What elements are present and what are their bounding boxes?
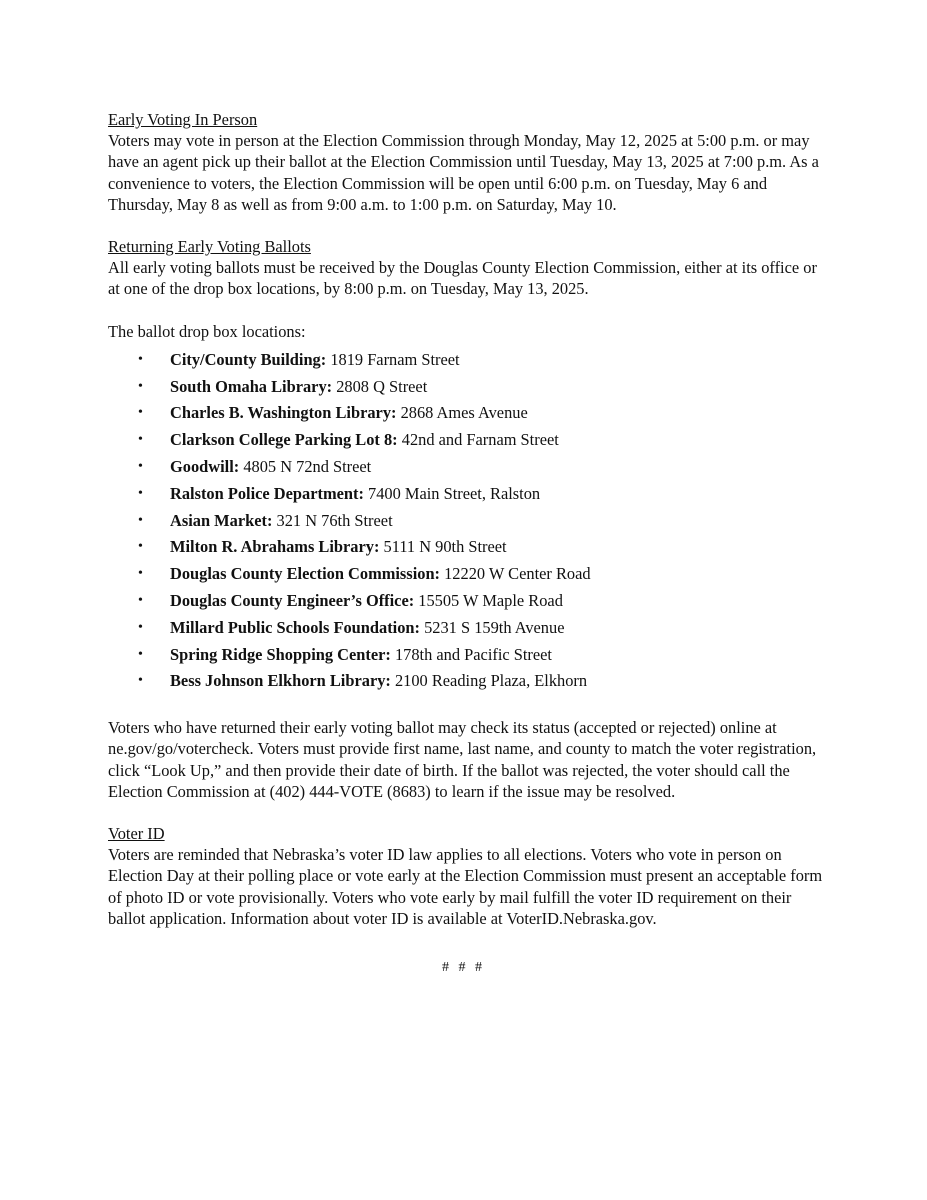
returning-ballots-body: All early voting ballots must be received by the Douglas County Election Commission, either at its office or at one of the drop box locations, by 8:00 p.m. on Tuesday, May 13, 2025. xyxy=(108,258,817,299)
bullet-icon: • xyxy=(138,485,143,501)
early-voting-heading: Early Voting In Person xyxy=(108,110,258,129)
drop-box-item xyxy=(108,400,828,427)
drop-box-address: 15505 W Maple Road xyxy=(414,591,563,610)
drop-box-name: Bess Johnson Elkhorn Library: xyxy=(170,671,391,691)
returning-ballots-section xyxy=(108,236,828,300)
drop-box-item xyxy=(108,615,828,642)
drop-box-name: Douglas County Election Commission: xyxy=(170,564,441,584)
drop-box-item xyxy=(108,588,828,615)
bullet-icon: • xyxy=(138,566,143,582)
drop-box-intro: The ballot drop box locations: xyxy=(108,321,306,341)
bullet-icon: • xyxy=(138,512,143,528)
drop-box-item xyxy=(108,427,828,454)
drop-box-name: South Omaha Library: xyxy=(170,376,333,396)
bullet-icon: • xyxy=(138,673,143,689)
drop-box-item xyxy=(108,561,828,588)
bullet-icon: • xyxy=(138,646,143,662)
drop-box-address: 7400 Main Street, Ralston xyxy=(363,483,541,503)
bullet-icon: • xyxy=(138,593,143,608)
drop-box-address: 2868 Ames Avenue xyxy=(396,403,528,423)
drop-box-item xyxy=(108,374,828,401)
drop-box-name: Goodwill: xyxy=(170,457,240,477)
drop-box-name: Asian Market: xyxy=(170,510,273,530)
drop-box-address: 2100 Reading Plaza, Elkhorn xyxy=(390,671,588,691)
bullet-icon: • xyxy=(138,378,143,394)
voter-id-heading: Voter ID xyxy=(108,824,165,843)
drop-box-name: Ralston Police Department: xyxy=(170,483,364,503)
end-mark: # # # xyxy=(442,960,485,976)
drop-box-address: 12220 W Center Road xyxy=(440,564,591,584)
drop-box-item xyxy=(108,347,828,374)
drop-box-list xyxy=(108,347,828,695)
drop-box-address: 4805 N 72nd Street xyxy=(239,457,372,477)
returning-ballots-heading: Returning Early Voting Ballots xyxy=(108,237,311,257)
drop-box-name: Charles B. Washington Library: xyxy=(170,403,397,423)
drop-box-item xyxy=(108,642,828,669)
voter-id-body: Voters are reminded that Nebraska’s voter ID law applies to all elections. Voters who vote in person on Election Day at their polling place or vote early at the Election Commission must present an acceptable form of photo ID or vote provisionally. Voters who vote early by mail fulfill the voter ID requirement on their ballot application. Information about voter ID is available at VoterID.Nebraska.gov. xyxy=(108,845,823,928)
drop-box-address: 178th and Pacific Street xyxy=(390,644,552,664)
drop-box-name: City/County Building: xyxy=(170,349,327,369)
drop-box-address: 5111 N 90th Street xyxy=(379,537,507,557)
drop-box-address: 5231 S 159th Avenue xyxy=(420,617,565,637)
drop-box-name: Millard Public Schools Foundation: xyxy=(170,617,420,637)
bullet-icon: • xyxy=(138,539,143,555)
drop-box-name: Clarkson College Parking Lot 8: xyxy=(170,430,398,450)
status-check-section xyxy=(108,717,828,802)
early-voting-section xyxy=(108,109,828,215)
bullet-icon: • xyxy=(138,405,143,421)
drop-box-address: 1819 Farnam Street xyxy=(326,349,460,369)
drop-box-name: Milton R. Abrahams Library: xyxy=(170,537,380,557)
voter-id-section xyxy=(108,823,828,929)
drop-box-name: Douglas County Engineer’s Office: xyxy=(170,591,415,610)
drop-box-address: 2808 Q Street xyxy=(332,376,428,396)
drop-box-item xyxy=(108,534,828,561)
bullet-icon: • xyxy=(138,432,143,448)
drop-box-address: 42nd and Farnam Street xyxy=(397,430,559,450)
drop-box-name: Spring Ridge Shopping Center: xyxy=(170,644,391,664)
bullet-icon: • xyxy=(138,351,143,367)
drop-box-address: 321 N 76th Street xyxy=(272,510,393,530)
bullet-icon: • xyxy=(138,459,143,475)
bullet-icon: • xyxy=(138,619,143,635)
drop-box-item xyxy=(108,508,828,535)
drop-box-item xyxy=(108,454,828,481)
drop-box-item xyxy=(108,668,828,695)
early-voting-body: Voters may vote in person at the Election Commission through Monday, May 12, 2025 at 5:00 p.m. or may have an agent pick up their ballot at the Election Commission until Tuesday, May 13, 2025 at 7:00 p.m. As a convenience to voters, the Election Commission will be open until 6:00 p.m. on Tuesday, May 6 and Thursday, May 8 as well as from 9:00 a.m. to 1:00 p.m. on Saturday, May 10. xyxy=(108,131,819,214)
drop-box-item xyxy=(108,481,828,508)
document-page xyxy=(108,109,828,978)
status-check-body: Voters who have returned their early voting ballot may check its status (accepted or rejected) online at ne.gov/go/votercheck. Voters must provide first name, last name, and county to match the voter registration, click “Look Up,” and then provide their date of birth. If the ballot was rejected, the voter should call the Election Commission at (402) 444-VOTE (8683) to learn if the issue may be resolved. xyxy=(108,718,817,801)
